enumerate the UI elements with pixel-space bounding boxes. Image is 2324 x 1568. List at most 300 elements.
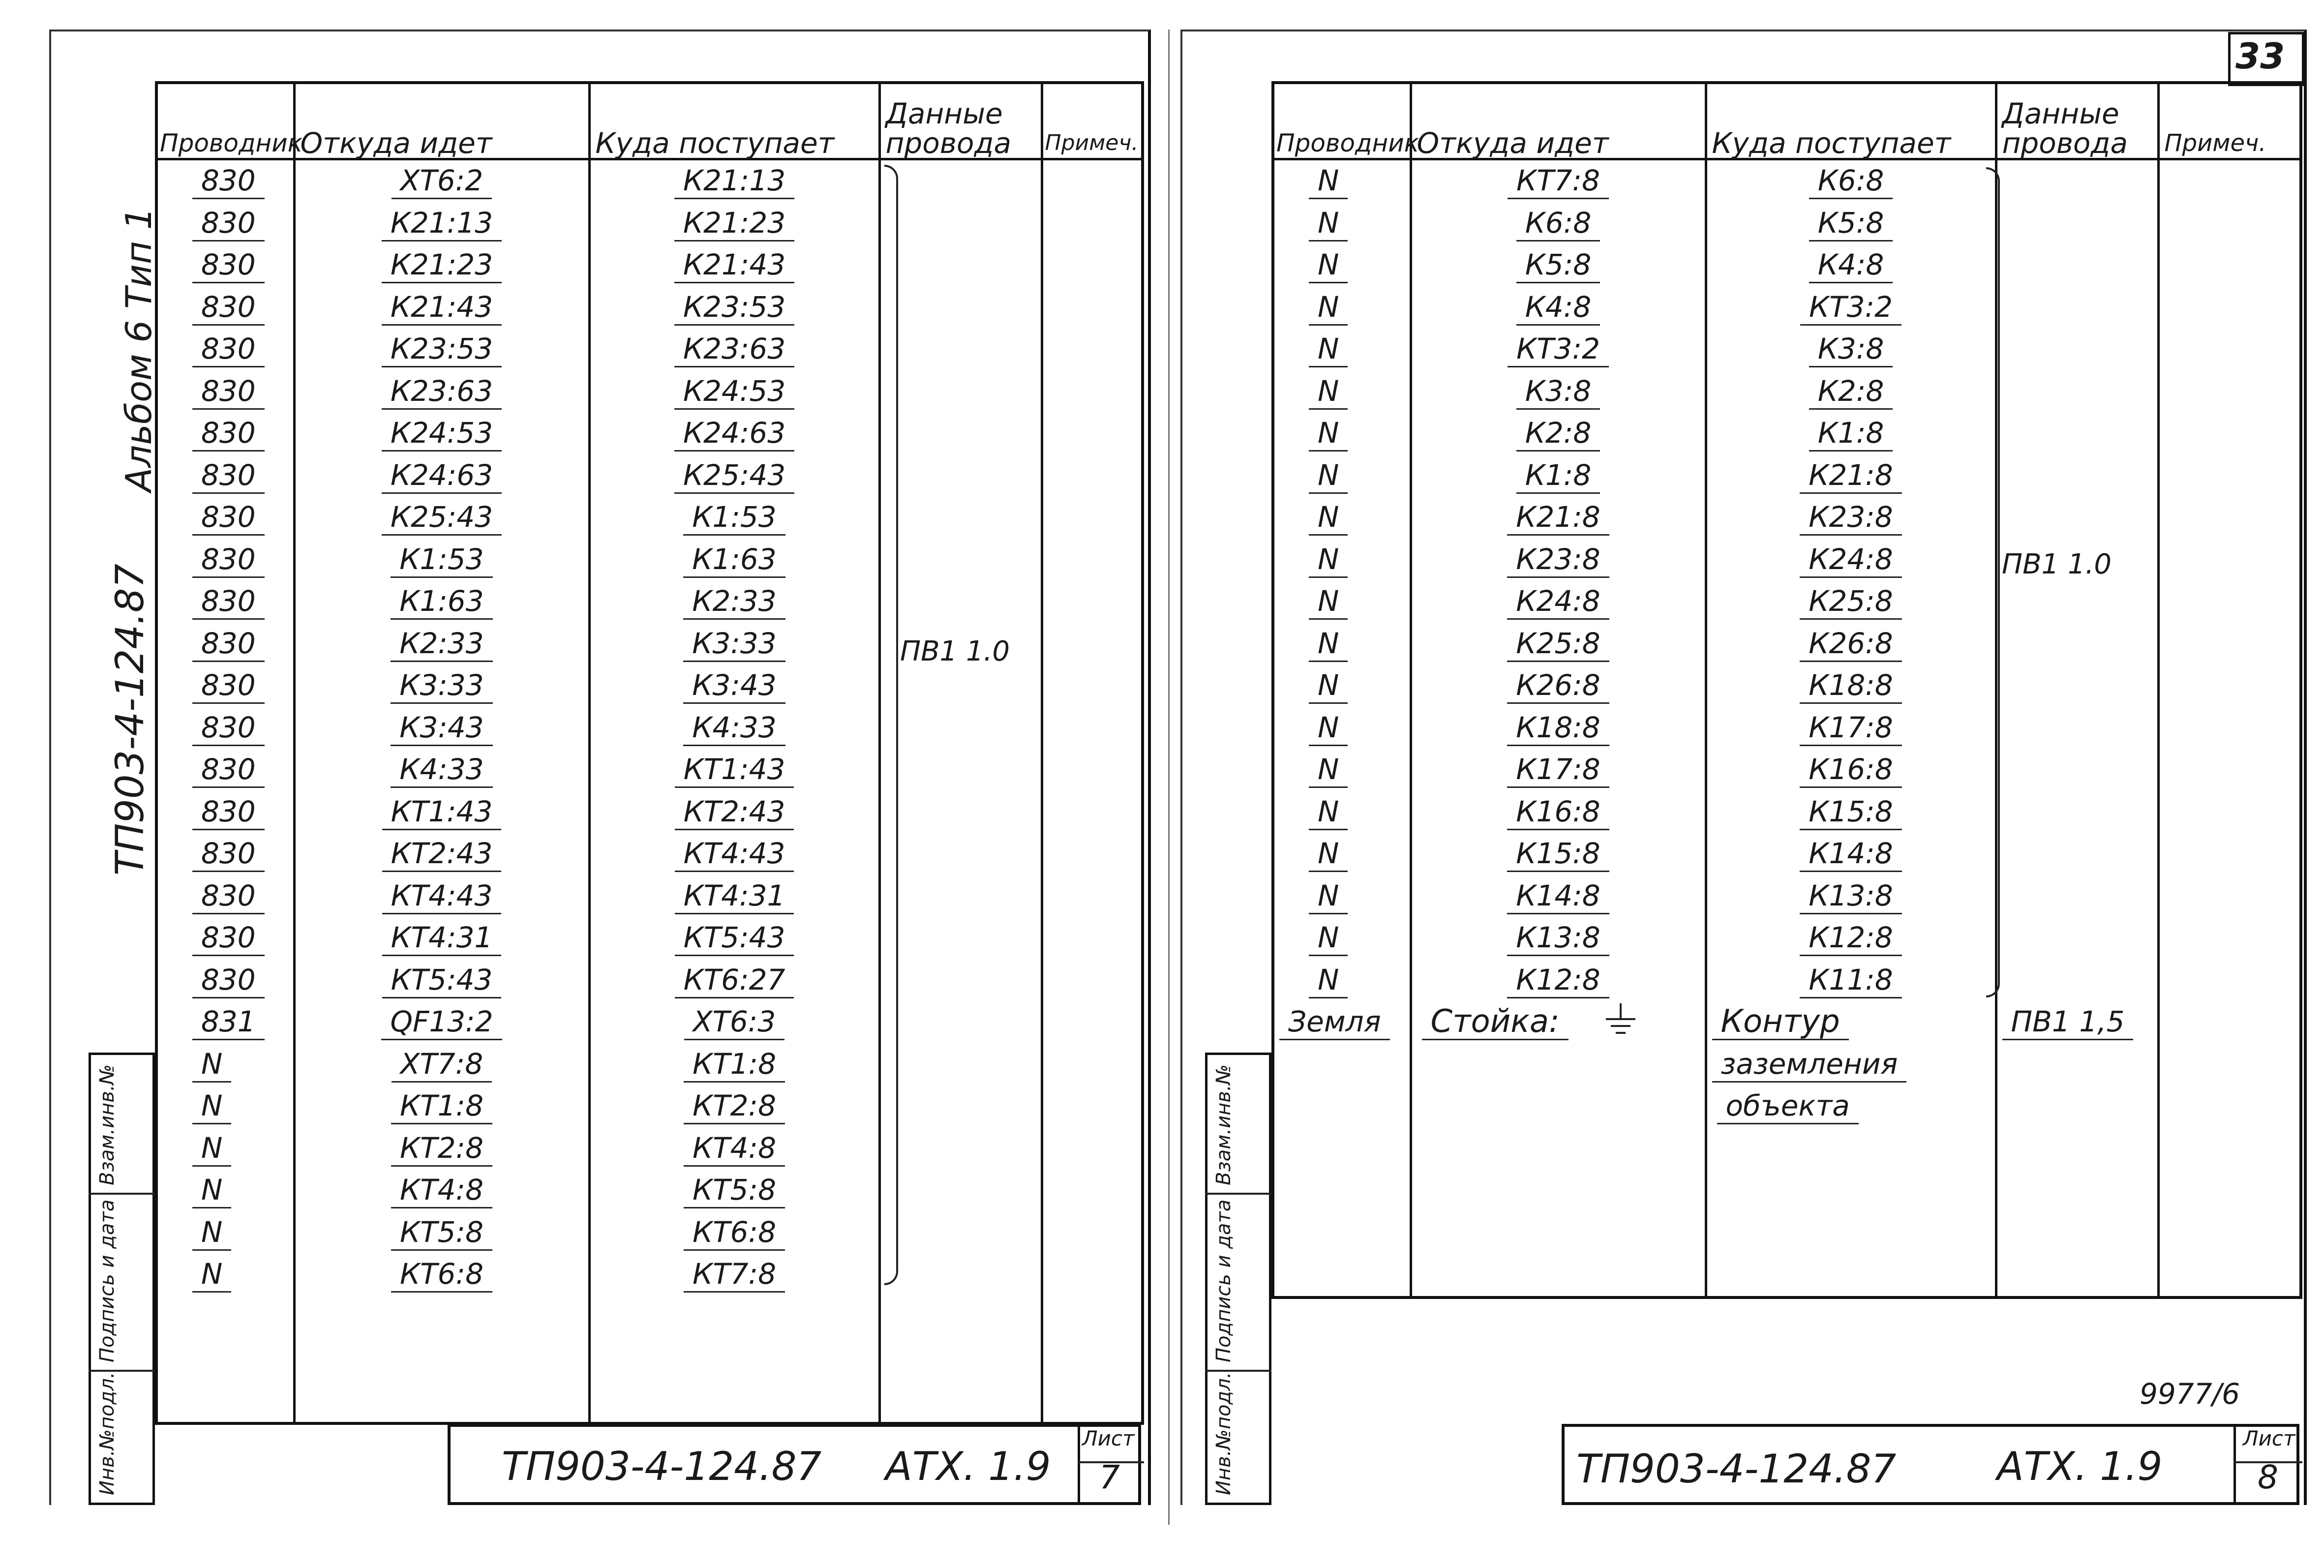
wire-data-cell [879, 497, 1042, 539]
conductor-cell: N [1273, 791, 1411, 834]
wire-data-cell [879, 960, 1042, 1002]
conductor-cell: N [156, 1254, 294, 1296]
wire-data-cell [1996, 244, 2158, 287]
wire-data-cell [879, 1170, 1042, 1212]
left-stamp-label-2: Подпись и дата [96, 1199, 119, 1362]
from-cell: К21:23 [294, 244, 589, 287]
from-cell: К3:43 [294, 707, 589, 750]
from-cell: КТ1:8 [294, 1086, 589, 1128]
conductor-cell: N [1273, 159, 1411, 203]
note-cell [1042, 1128, 1143, 1170]
wire-data-cell [1996, 707, 2158, 750]
right-stamp-div-1 [1205, 1193, 1271, 1195]
table-row [1273, 539, 2301, 581]
header-to: Куда поступает [1706, 83, 1996, 159]
from-cell: К24:8 [1411, 581, 1706, 623]
conductor-cell: 830 [156, 329, 294, 371]
from-cell: К3:33 [294, 665, 589, 707]
table-row [1273, 244, 2301, 287]
to-cell: К25:8 [1706, 581, 1996, 623]
table-row [156, 244, 1143, 287]
table-row [156, 917, 1143, 960]
ground-row [1273, 1001, 2301, 1044]
table-row [156, 497, 1143, 539]
wire-data-cell [1996, 833, 2158, 875]
left-table-body [156, 159, 1143, 1424]
table-row [1273, 581, 2301, 623]
wire-data-cell [879, 244, 1042, 287]
wire-data-cell [879, 875, 1042, 918]
table-row [156, 455, 1143, 497]
conductor-cell: N [1273, 917, 1411, 960]
to-cell: К23:63 [589, 329, 879, 371]
to-cell: КТ3:2 [1706, 287, 1996, 329]
conductor-cell: N [1273, 707, 1411, 750]
to-cell: КТ4:43 [589, 833, 879, 875]
wire-data-cell [879, 413, 1042, 455]
note-cell [1042, 749, 1143, 791]
to-cell: К13:8 [1706, 875, 1996, 918]
wire-data-cell [1996, 623, 2158, 665]
wire-data-cell [879, 1086, 1042, 1128]
conductor-cell: N [156, 1212, 294, 1254]
wire-data-cell [879, 749, 1042, 791]
note-cell [2158, 707, 2301, 750]
conductor-cell: N [1273, 833, 1411, 875]
empty-row [156, 1380, 1143, 1424]
from-cell: QF13:2 [294, 1001, 589, 1044]
to-cell: К21:23 [589, 203, 879, 245]
table-row [156, 329, 1143, 371]
table-row [156, 1212, 1143, 1254]
to-cell: К21:43 [589, 244, 879, 287]
conductor-cell: 830 [156, 455, 294, 497]
to-cell: КТ6:8 [589, 1212, 879, 1254]
note-cell [1042, 287, 1143, 329]
note-cell [1042, 159, 1143, 203]
from-cell: ХТ6:2 [294, 159, 589, 203]
note-cell [1042, 833, 1143, 875]
right-sheet [1171, 0, 2324, 1568]
table-row [156, 1044, 1143, 1086]
from-cell: КТ5:43 [294, 960, 589, 1002]
conductor-cell: N [156, 1086, 294, 1128]
to-cell: К6:8 [1706, 159, 1996, 203]
to-cell: К26:8 [1706, 623, 1996, 665]
from-cell: К23:53 [294, 329, 589, 371]
note-cell [1042, 539, 1143, 581]
conductor-cell: 830 [156, 791, 294, 834]
to-cell: К2:33 [589, 581, 879, 623]
conductor-cell: N [1273, 371, 1411, 413]
conductor-cell: N [1273, 413, 1411, 455]
from-cell: К1:53 [294, 539, 589, 581]
header-conductor: Проводник [156, 83, 294, 159]
header-wire-data: Данные провода [1996, 83, 2158, 159]
left-sheet-number: 7 [1099, 1458, 1120, 1496]
wire-data-cell [879, 203, 1042, 245]
sheet-divider [1168, 30, 1170, 1525]
note-cell [1042, 1044, 1143, 1086]
conductor-cell: 830 [156, 749, 294, 791]
note-cell [1042, 371, 1143, 413]
wire-data-cell [879, 1254, 1042, 1296]
from-cell: КТ6:8 [294, 1254, 589, 1296]
table-row [156, 287, 1143, 329]
ground-note [2158, 1001, 2301, 1044]
note-cell [1042, 497, 1143, 539]
conductor-cell: N [1273, 244, 1411, 287]
conductor-cell: N [1273, 203, 1411, 245]
note-cell [1042, 1170, 1143, 1212]
ground-wire: ПВ1 1,5 [1996, 1001, 2158, 1044]
to-cell: КТ2:8 [589, 1086, 879, 1128]
from-cell: ХТ7:8 [294, 1044, 589, 1086]
table-row [1273, 917, 2301, 960]
wire-data-cell [1996, 581, 2158, 623]
wire-data-cell [1996, 455, 2158, 497]
table-row [156, 833, 1143, 875]
to-cell: К24:8 [1706, 539, 1996, 581]
to-cell: К24:53 [589, 371, 879, 413]
conductor-cell: 830 [156, 623, 294, 665]
note-cell [2158, 371, 2301, 413]
to-cell: К23:8 [1706, 497, 1996, 539]
wire-data-cell [879, 455, 1042, 497]
left-wire-brace [884, 165, 898, 1285]
from-cell: К23:63 [294, 371, 589, 413]
right-stamp-label-1: Взам.инв.№ [1212, 1064, 1235, 1185]
note-cell [1042, 1001, 1143, 1044]
from-cell: К15:8 [1411, 833, 1706, 875]
table-row [1273, 707, 2301, 750]
from-cell: К1:8 [1411, 455, 1706, 497]
note-cell [1042, 791, 1143, 834]
conductor-cell: 830 [156, 539, 294, 581]
header-note: Примеч. [2158, 83, 2301, 159]
note-cell [1042, 329, 1143, 371]
from-cell: К4:8 [1411, 287, 1706, 329]
from-cell: КТ1:43 [294, 791, 589, 834]
note-cell [1042, 665, 1143, 707]
to-cell: К3:43 [589, 665, 879, 707]
header-to: Куда поступает [589, 83, 879, 159]
ground-symbol-icon [1601, 1003, 1640, 1038]
to-cell: К4:8 [1706, 244, 1996, 287]
conductor-cell: N [1273, 875, 1411, 918]
wire-data-cell [879, 833, 1042, 875]
from-cell: К16:8 [1411, 791, 1706, 834]
right-wire-brace [1986, 167, 2000, 997]
from-cell: КТ7:8 [1411, 159, 1706, 203]
from-cell: К5:8 [1411, 244, 1706, 287]
right-stamp-label-3: Инв.№подл. [1212, 1372, 1235, 1495]
to-cell: К5:8 [1706, 203, 1996, 245]
table-row [156, 371, 1143, 413]
ground-row-2 [1273, 1044, 2301, 1086]
conductor-cell: N [1273, 665, 1411, 707]
album-side-label: Альбом 6 Тип 1 [118, 207, 159, 492]
to-cell: К4:33 [589, 707, 879, 750]
left-stamp-label-3: Инв.№подл. [96, 1372, 119, 1495]
table-row [1273, 623, 2301, 665]
to-cell: КТ1:43 [589, 749, 879, 791]
from-cell: К25:43 [294, 497, 589, 539]
header-wire-data: Данные провода [879, 83, 1042, 159]
left-title-doc: АТХ. 1.9 [885, 1444, 1051, 1489]
to-cell: К18:8 [1706, 665, 1996, 707]
note-cell [1042, 960, 1143, 1002]
to-cell: К1:63 [589, 539, 879, 581]
table-row [1273, 665, 2301, 707]
conductor-cell: N [1273, 329, 1411, 371]
table-row [156, 875, 1143, 918]
conductor-cell: 830 [156, 159, 294, 203]
header-conductor: Проводник [1273, 83, 1411, 159]
to-cell: К14:8 [1706, 833, 1996, 875]
to-cell: КТ1:8 [589, 1044, 879, 1086]
left-stamp-div-1 [89, 1193, 155, 1195]
wire-data-cell [879, 1044, 1042, 1086]
to-cell: К17:8 [1706, 707, 1996, 750]
left-wire-table [155, 81, 1144, 1425]
conductor-cell: 830 [156, 413, 294, 455]
wire-data-cell [879, 581, 1042, 623]
wire-data-cell [879, 1212, 1042, 1254]
to-cell: К3:33 [589, 623, 879, 665]
table-row [156, 1170, 1143, 1212]
note-cell [2158, 413, 2301, 455]
note-cell [2158, 497, 2301, 539]
ground-row-3 [1273, 1086, 2301, 1128]
wire-data-cell [1996, 413, 2158, 455]
from-cell: К18:8 [1411, 707, 1706, 750]
right-wire-table [1271, 81, 2302, 1299]
note-cell [1042, 203, 1143, 245]
wire-data-cell [879, 539, 1042, 581]
conductor-cell: 830 [156, 244, 294, 287]
table-row [1273, 329, 2301, 371]
header-from: Откуда идет [294, 83, 589, 159]
ground-to-3: объекта [1706, 1086, 1996, 1128]
from-cell: К21:8 [1411, 497, 1706, 539]
wire-data-cell [1996, 665, 2158, 707]
project-side-label: ТП903-4-124.87 [108, 563, 152, 875]
to-cell: ХТ6:3 [589, 1001, 879, 1044]
to-cell: К12:8 [1706, 917, 1996, 960]
wire-data-cell [879, 159, 1042, 203]
from-cell: К13:8 [1411, 917, 1706, 960]
conductor-cell: 830 [156, 371, 294, 413]
to-cell: КТ5:8 [589, 1170, 879, 1212]
to-cell: К11:8 [1706, 960, 1996, 1002]
right-stamp-label-2: Подпись и дата [1212, 1199, 1235, 1362]
wire-data-cell [1996, 749, 2158, 791]
header-from: Откуда идет [1411, 83, 1706, 159]
conductor-cell: 830 [156, 203, 294, 245]
conductor-cell: 830 [156, 917, 294, 960]
note-cell [1042, 455, 1143, 497]
note-cell [1042, 413, 1143, 455]
to-cell: КТ4:8 [589, 1128, 879, 1170]
right-table-header [1273, 83, 2301, 159]
right-sheet-number: 8 [2258, 1458, 2278, 1496]
from-cell: К14:8 [1411, 875, 1706, 918]
wire-data-cell [1996, 875, 2158, 918]
note-cell [2158, 203, 2301, 245]
note-cell [2158, 539, 2301, 581]
wire-data-cell [879, 707, 1042, 750]
table-row [156, 707, 1143, 750]
wire-data-cell [1996, 791, 2158, 834]
left-table-header [156, 83, 1143, 159]
right-title-doc: АТХ. 1.9 [1997, 1444, 2163, 1489]
wire-data-cell [879, 791, 1042, 834]
to-cell: К21:8 [1706, 455, 1996, 497]
right-sheet-label: Лист [2243, 1426, 2295, 1450]
note-cell [2158, 455, 2301, 497]
conductor-cell: N [1273, 581, 1411, 623]
from-cell: КТ4:8 [294, 1170, 589, 1212]
header-note: Примеч. [1042, 83, 1143, 159]
right-ground-body [1273, 1001, 2301, 1297]
to-cell: К25:43 [589, 455, 879, 497]
table-row [1273, 413, 2301, 455]
conductor-cell: 830 [156, 665, 294, 707]
note-cell [2158, 960, 2301, 1002]
conductor-cell: 830 [156, 287, 294, 329]
left-sheet-label: Лист [1082, 1426, 1135, 1450]
from-cell: К26:8 [1411, 665, 1706, 707]
to-cell: К21:13 [589, 159, 879, 203]
note-cell [1042, 581, 1143, 623]
conductor-cell: 830 [156, 833, 294, 875]
from-cell: К2:33 [294, 623, 589, 665]
table-row [1273, 875, 2301, 918]
note-cell [2158, 581, 2301, 623]
wire-data-cell [1996, 203, 2158, 245]
from-cell: К24:53 [294, 413, 589, 455]
wire-data-cell [1996, 960, 2158, 1002]
wire-data-cell [879, 371, 1042, 413]
note-cell [2158, 244, 2301, 287]
to-cell: К3:8 [1706, 329, 1996, 371]
wire-data-cell [1996, 497, 2158, 539]
wire-data-cell [879, 665, 1042, 707]
note-cell [2158, 159, 2301, 203]
from-cell: КТ4:31 [294, 917, 589, 960]
table-row [156, 539, 1143, 581]
note-cell [2158, 665, 2301, 707]
table-row [156, 1254, 1143, 1296]
to-cell: КТ4:31 [589, 875, 879, 918]
to-cell: КТ5:43 [589, 917, 879, 960]
wire-data-cell [879, 287, 1042, 329]
table-row [156, 1001, 1143, 1044]
corner-page-number: 33 [2235, 35, 2285, 77]
table-row [156, 581, 1143, 623]
conductor-cell: N [156, 1044, 294, 1086]
from-cell: К6:8 [1411, 203, 1706, 245]
to-cell: КТ6:27 [589, 960, 879, 1002]
conductor-cell: N [156, 1170, 294, 1212]
note-cell [1042, 875, 1143, 918]
from-cell: К25:8 [1411, 623, 1706, 665]
wire-data-cell [1996, 287, 2158, 329]
table-row [156, 413, 1143, 455]
wire-data-cell [1996, 917, 2158, 960]
to-cell: К1:53 [589, 497, 879, 539]
from-cell: К24:63 [294, 455, 589, 497]
to-cell: КТ2:43 [589, 791, 879, 834]
ground-to-1: Контур [1706, 1001, 1996, 1044]
to-cell: К16:8 [1706, 749, 1996, 791]
note-cell [2158, 791, 2301, 834]
conductor-cell: N [1273, 455, 1411, 497]
left-title-code: ТП903-4-124.87 [502, 1444, 822, 1489]
conductor-cell: 830 [156, 497, 294, 539]
table-row [1273, 203, 2301, 245]
from-cell: К2:8 [1411, 413, 1706, 455]
conductor-cell: 830 [156, 707, 294, 750]
table-row [1273, 371, 2301, 413]
wire-data-cell [879, 1001, 1042, 1044]
note-cell [1042, 707, 1143, 750]
table-row [156, 159, 1143, 203]
to-cell: К2:8 [1706, 371, 1996, 413]
right-wire-label: ПВ1 1.0 [2002, 548, 2112, 580]
to-cell: К24:63 [589, 413, 879, 455]
from-cell: К21:43 [294, 287, 589, 329]
table-row [1273, 749, 2301, 791]
from-cell: К12:8 [1411, 960, 1706, 1002]
note-cell [2158, 329, 2301, 371]
note-cell [1042, 1212, 1143, 1254]
table-row [156, 960, 1143, 1002]
note-cell [2158, 623, 2301, 665]
from-cell: К1:63 [294, 581, 589, 623]
ground-cond: Земля [1273, 1001, 1411, 1044]
table-row [1273, 833, 2301, 875]
conductor-cell: 830 [156, 581, 294, 623]
conductor-cell: N [1273, 749, 1411, 791]
note-cell [1042, 244, 1143, 287]
left-stamp-label-1: Взам.инв.№ [96, 1064, 119, 1185]
note-cell [2158, 749, 2301, 791]
table-row [1273, 159, 2301, 203]
right-stamp-div-2 [1205, 1370, 1271, 1372]
ground-from: Стойка: [1411, 1001, 1706, 1044]
table-row [156, 1086, 1143, 1128]
empty-row [156, 1338, 1143, 1380]
to-cell: К15:8 [1706, 791, 1996, 834]
from-cell: К4:33 [294, 749, 589, 791]
table-row [156, 1128, 1143, 1170]
conductor-cell: N [1273, 497, 1411, 539]
wire-data-cell [1996, 159, 2158, 203]
conductor-cell: N [1273, 960, 1411, 1002]
table-row [1273, 791, 2301, 834]
note-cell [2158, 875, 2301, 918]
note-cell [1042, 1254, 1143, 1296]
to-cell: К23:53 [589, 287, 879, 329]
conductor-cell: 831 [156, 1001, 294, 1044]
from-cell: К3:8 [1411, 371, 1706, 413]
from-cell: К17:8 [1411, 749, 1706, 791]
left-stamp-div-2 [89, 1370, 155, 1372]
wire-data-cell [879, 1128, 1042, 1170]
wire-data-cell [1996, 329, 2158, 371]
